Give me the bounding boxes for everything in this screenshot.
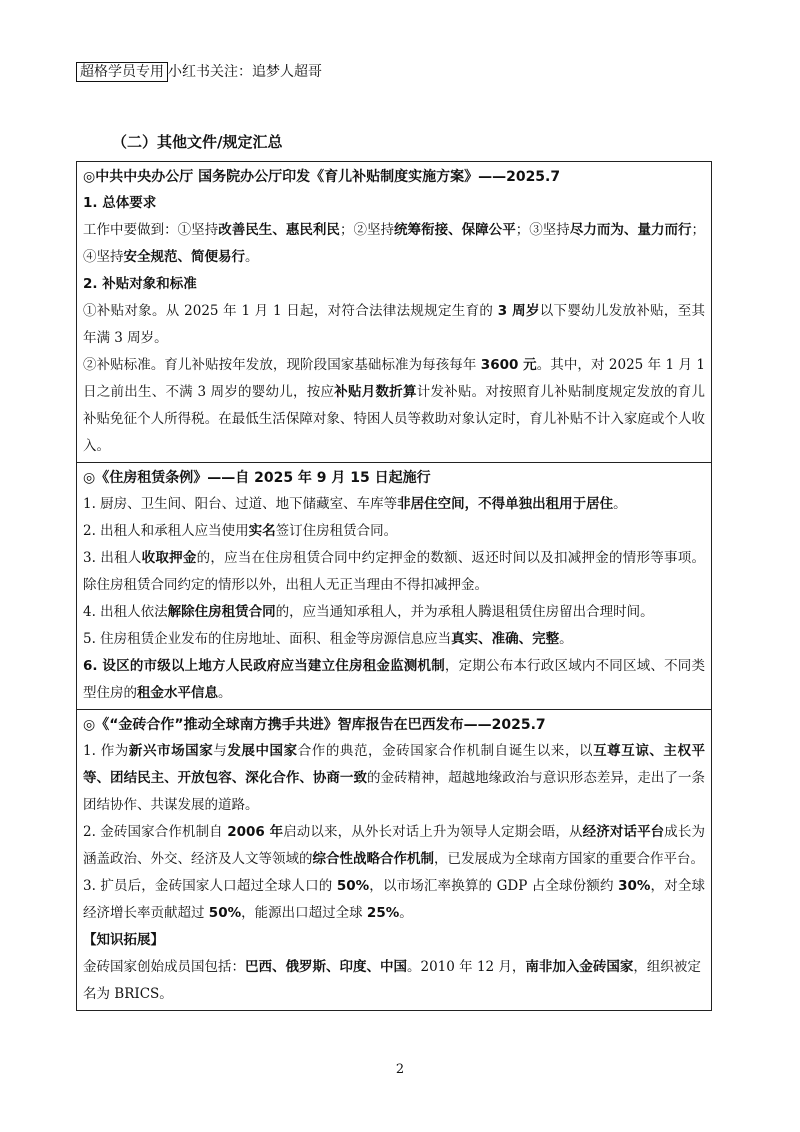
text-run: 金砖国家创始成员国包括： (83, 959, 245, 975)
emphasis-text: 统筹衔接、保障公平 (394, 222, 516, 238)
text-run: 。 (245, 249, 259, 265)
emphasis-text: 3600 元 (480, 357, 537, 373)
emphasis-text: 发展中国家 (227, 743, 298, 759)
emphasis-text: 6. 设区的市级以上地方人民政府应当建立住房租金监测机制 (83, 658, 445, 674)
text-run: 1. 作为 (83, 743, 129, 759)
emphasis-text: 2006 年 (227, 824, 284, 840)
paragraph (83, 819, 705, 873)
paragraph (83, 626, 705, 653)
emphasis-text: 补贴月数折算 (334, 384, 417, 400)
text-run: 4. 出租人依法 (83, 604, 168, 620)
emphasis-text: 巴西、俄罗斯、印度、中国 (245, 959, 407, 975)
paragraph (83, 352, 705, 460)
text-run: ，定期公布本行政区域内不同区域、不同类型住房的 (83, 658, 705, 701)
paragraph (83, 298, 705, 352)
text-run: 。2010 年 12 月， (407, 959, 526, 975)
section-title: （二）其他文件/规定汇总 (112, 133, 283, 151)
text-run: ，能源出口超过全球 (241, 905, 367, 921)
emphasis-text: 改善民生、惠民利民 (218, 222, 340, 238)
text-run: 。 (399, 905, 413, 921)
text-run: ，对全球经济增长率贡献超过 (83, 878, 705, 921)
text-run: 成长为涵盖政治、外交、经济及人文等领域的 (83, 824, 706, 867)
text-run: 3. 出租人 (83, 550, 142, 566)
page-header (76, 62, 322, 82)
text-run: ①补贴对象。从 2025 年 1 月 1 日起，对符合法律法规规定生育的 (83, 303, 498, 319)
text-run: 。 (613, 496, 627, 512)
emphasis-text: 综合性战略合作机制 (312, 851, 434, 867)
emphasis-text: 非居住空间，不得单独出租用于居住 (397, 496, 614, 512)
paragraph (83, 873, 705, 927)
emphasis-text: 50% (208, 905, 242, 921)
topic-box (76, 462, 712, 709)
emphasis-text: 尽力而为、量力而行 (569, 222, 692, 238)
emphasis-text: 经济对话平台 (582, 824, 665, 840)
text-run: 启动以来，从外长对话上升为领导人定期会晤，从 (283, 824, 583, 840)
text-run: 计发补贴。对按照育儿补贴制度规定发放的育儿补贴免征个人所得税。在最低生活保障对象、特困人员等救助对象认定时，育儿补贴不计入家庭或个人收入。 (83, 384, 706, 454)
text-run: ；③坚持 (515, 222, 570, 238)
page-number: 2 (395, 1062, 405, 1077)
text-run: ；④坚持 (83, 222, 706, 265)
emphasis-text: 安全规范、简便易行 (123, 249, 245, 265)
emphasis-text: 3 周岁 (497, 303, 540, 319)
paragraph (83, 518, 705, 545)
emphasis-text: 租金水平信息 (137, 685, 218, 701)
extension-label: 【知识拓展】 (83, 932, 164, 948)
text-run: 签订住房租赁合同。 (275, 523, 398, 539)
text-run: 2. 出租人和承租人应当使用 (83, 523, 249, 539)
text-run: 3. 扩员后，金砖国家人口超过全球人口的 (83, 878, 337, 894)
paragraph (83, 653, 705, 707)
emphasis-text: 收取押金 (141, 550, 197, 566)
emphasis-text: 真实、准确、完整 (451, 631, 560, 647)
text-run: ；②坚持 (339, 222, 395, 238)
text-run: ，组织被定名为 BRICS。 (83, 959, 701, 1002)
text-run: 的，应当通知承租人，并为承租人腾退租赁住房留出合理时间。 (275, 604, 654, 620)
text-run: 工作中要做到：①坚持 (83, 222, 219, 238)
topic-title: ◎中共中央办公厅 国务院办公厅印发《育儿补贴制度实施方案》——2025.7 (83, 169, 561, 185)
emphasis-text: 解除住房租赁合同 (167, 604, 276, 620)
text-run: 。其中，对 2025 年 1 月 1 日之前出生、不满 3 周岁的婴幼儿，按应 (83, 357, 705, 400)
text-run: 5. 住房租赁企业发布的住房地址、面积、租金等房源信息应当 (83, 631, 452, 647)
text-run: 与 (213, 743, 228, 759)
text-run: ，以市场汇率换算的 GDP 占全球份额约 (369, 878, 619, 894)
text-run: 1. 厨房、卫生间、阳台、过道、地下储藏室、车库等 (83, 496, 398, 512)
emphasis-text: 25% (366, 905, 400, 921)
text-run: 以下婴幼儿发放补贴，至其年满 3 周岁。 (83, 303, 706, 346)
emphasis-text: 实名 (248, 523, 276, 539)
emphasis-text: 30% (618, 878, 651, 894)
paragraph (83, 599, 705, 626)
text-run: 的，应当在住房租赁合同中约定押金的数额、返还时间以及扣减押金的情形等事项。除住房租赁合同约定的情形以外，出租人无正当理由不得扣减押金。 (83, 550, 705, 593)
emphasis-text: 新兴市场国家 (128, 743, 214, 759)
topic-title: ◎《住房租赁条例》——自 2025 年 9 月 15 日起施行 (83, 470, 431, 486)
header-note: 小红书关注：追梦人超哥 (168, 64, 322, 80)
topic-title: ◎《“金砖合作”推动全球南方携手共进》智库报告在巴西发布——2025.7 (83, 717, 546, 733)
sub-heading: 1. 总体要求 (83, 195, 157, 211)
paragraph (83, 217, 705, 271)
text-run: 的金砖精神，超越地缘政治与意识形态差异，走出了一条团结协作、共谋发展的道路。 (83, 770, 706, 813)
text-run: 。 (559, 631, 573, 647)
text-run: 2. 金砖国家合作机制自 (83, 824, 228, 840)
member-badge: 超格学员专用 (76, 62, 168, 82)
paragraph (83, 491, 705, 518)
topic-box (76, 161, 712, 462)
sub-heading: 2. 补贴对象和标准 (83, 276, 197, 292)
paragraph (83, 738, 705, 819)
text-run: 合作的典范，金砖国家合作机制自诞生以来，以 (297, 743, 594, 759)
text-run: ，已发展成为全球南方国家的重要合作平台。 (434, 851, 704, 867)
topic-box (76, 709, 712, 1011)
emphasis-text: 互尊互谅、主权平等、团结民主、开放包容、深化合作、协商一致 (83, 743, 706, 786)
text-run: 。 (218, 685, 232, 701)
emphasis-text: 南非加入金砖国家 (525, 959, 634, 975)
extension-text (83, 954, 705, 1008)
text-run: ②补贴标准。育儿补贴按年发放，现阶段国家基础标准为每孩每年 (83, 357, 481, 373)
content-frame (76, 161, 712, 1011)
paragraph (83, 545, 705, 599)
emphasis-text: 50% (336, 878, 370, 894)
